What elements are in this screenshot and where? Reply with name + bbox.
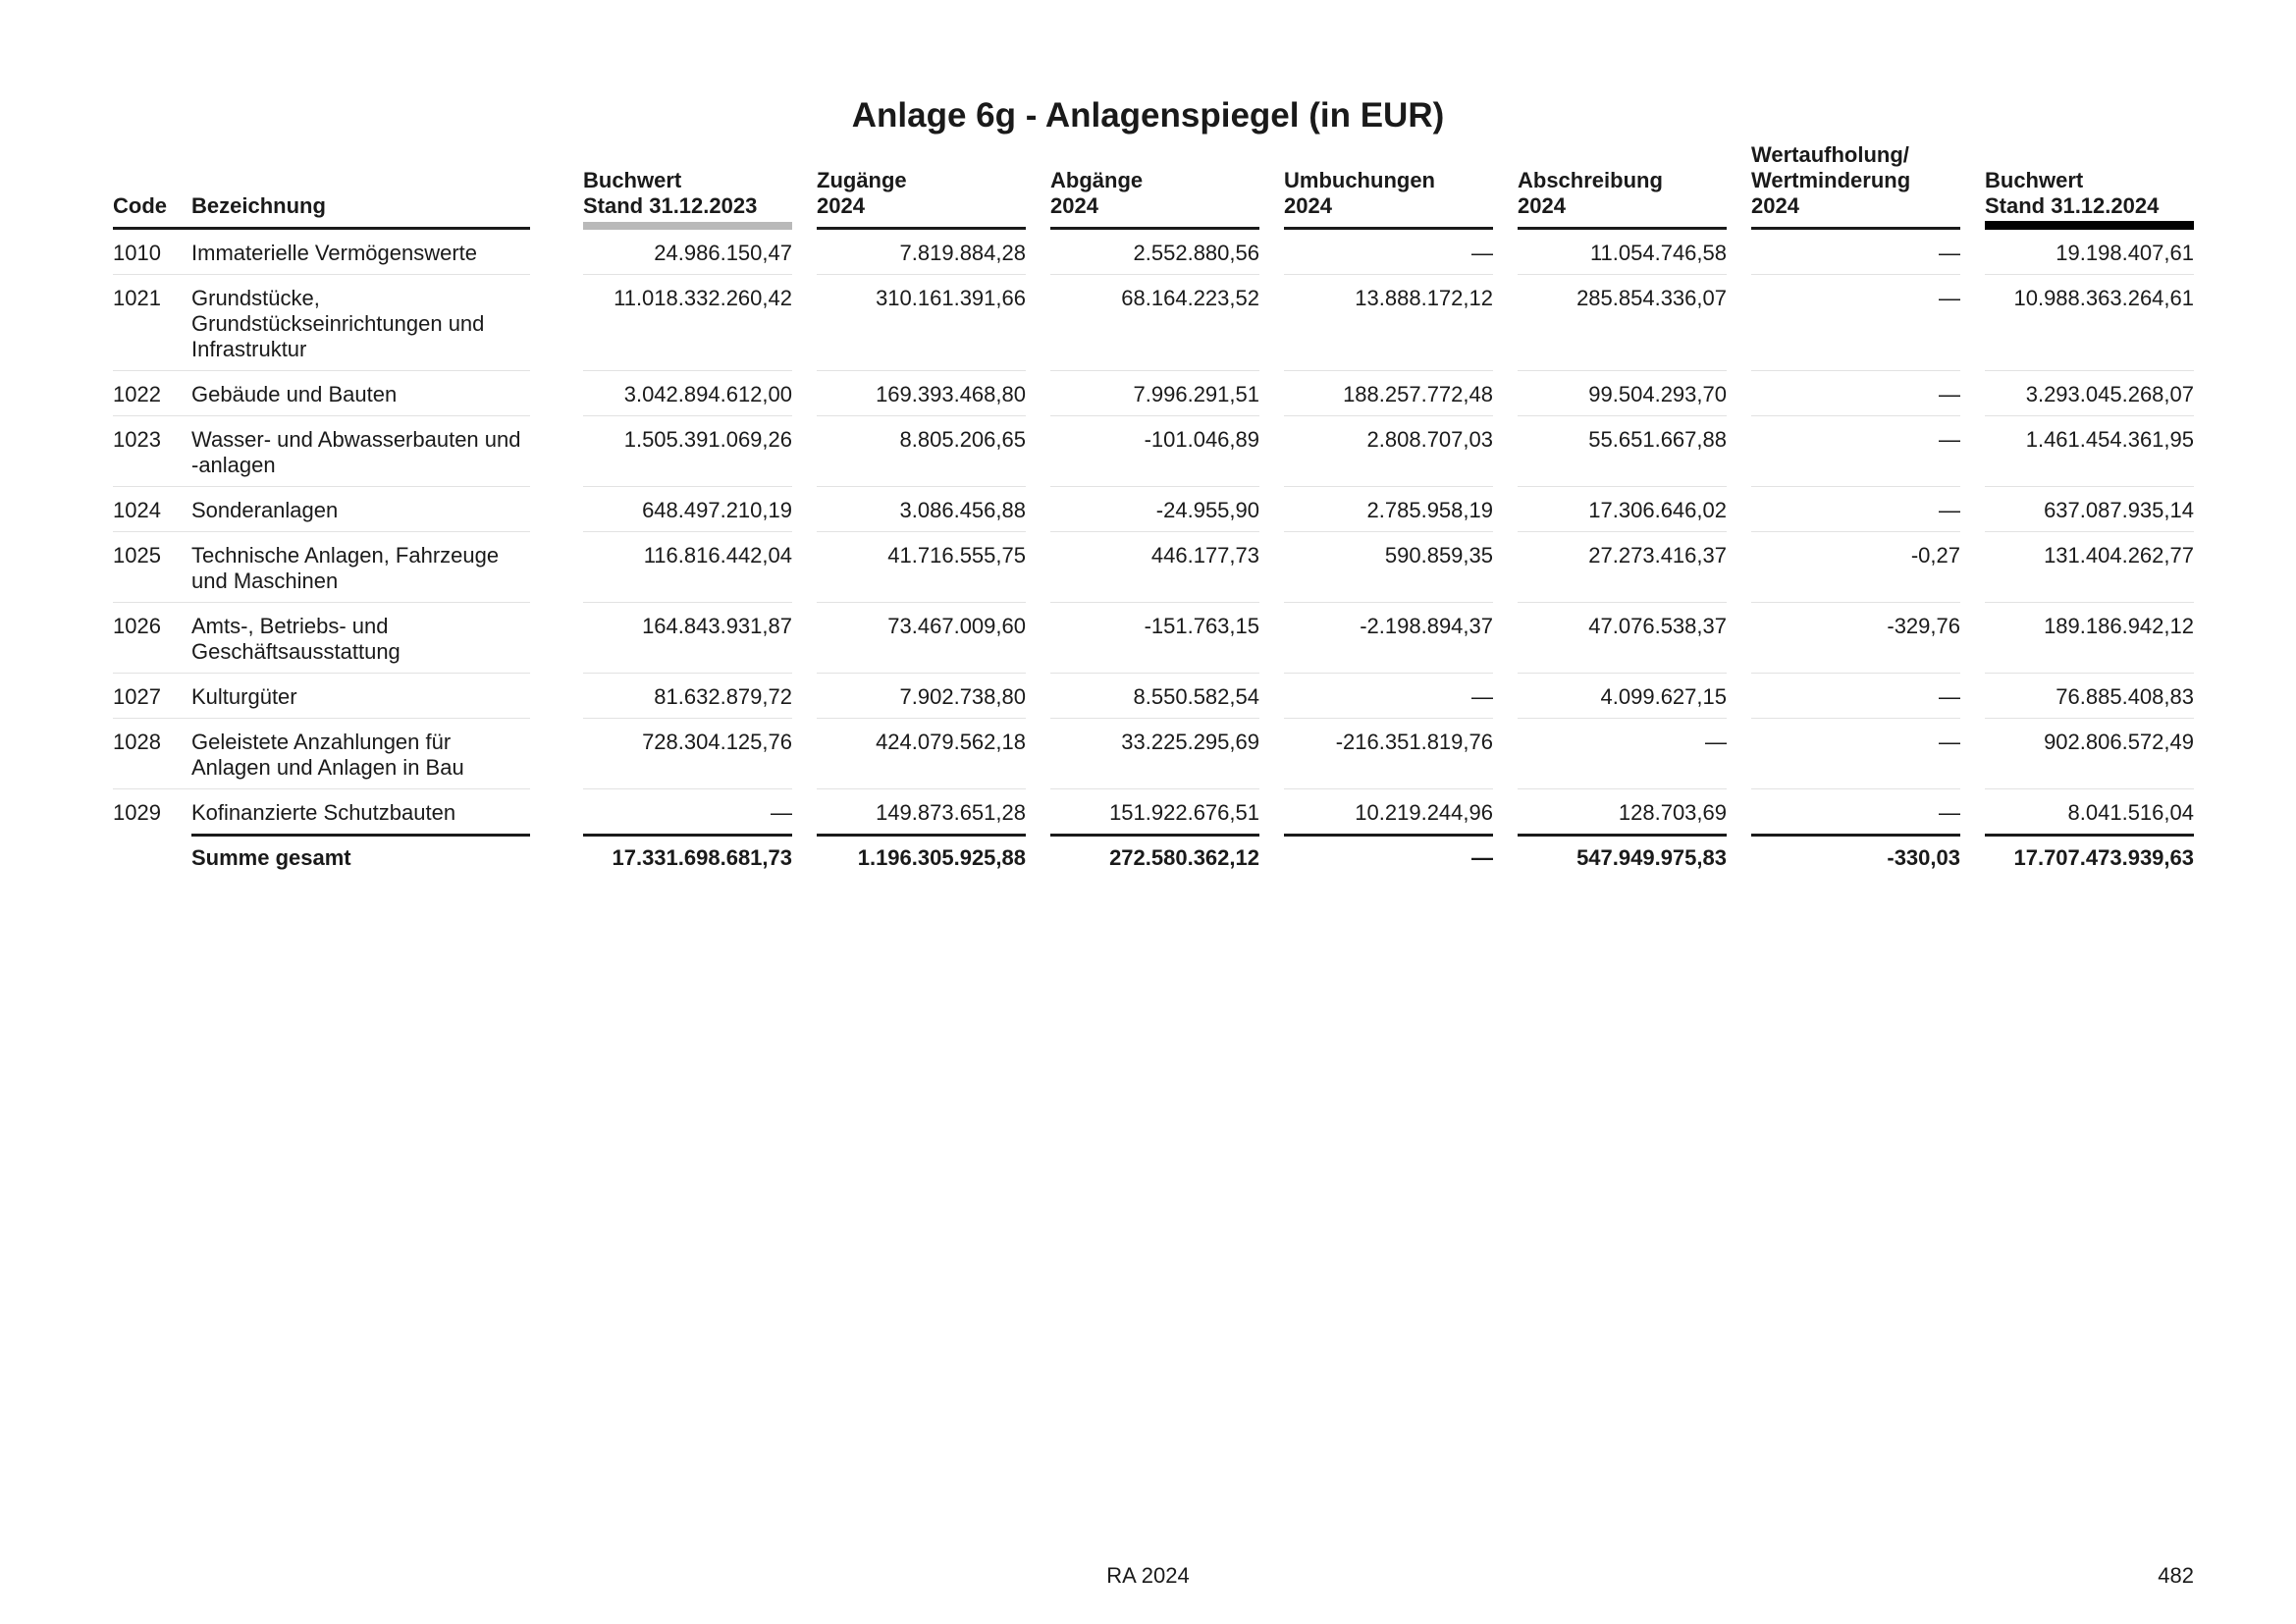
cell-abgaenge: -151.763,15 — [1050, 603, 1259, 674]
column-spacer — [792, 789, 817, 834]
column-spacer — [1493, 532, 1518, 603]
header-spacer — [1259, 142, 1284, 230]
column-spacer — [1493, 603, 1518, 674]
cell-buchwert-2024: 76.885.408,83 — [1985, 674, 2194, 719]
column-spacer — [1026, 789, 1050, 834]
table-row — [113, 719, 2194, 789]
header-spacer — [1960, 142, 1985, 230]
column-spacer — [1259, 532, 1284, 603]
header-spacer — [1026, 142, 1050, 230]
column-spacer — [792, 719, 817, 789]
column-spacer — [1960, 834, 1985, 879]
table-row — [113, 230, 2194, 275]
column-spacer — [1727, 719, 1751, 789]
row-code: 1010 — [113, 230, 191, 275]
cell-zugaenge: 73.467.009,60 — [817, 603, 1026, 674]
cell-wertaufholung: — — [1751, 275, 1960, 371]
cell-zugaenge: 149.873.651,28 — [876, 800, 1026, 825]
row-code: 1024 — [113, 487, 191, 532]
column-spacer — [1727, 603, 1751, 674]
cell-buchwert-2023: 3.042.894.612,00 — [583, 371, 792, 416]
column-spacer — [1960, 674, 1985, 719]
cell-abschreibung: 55.651.667,88 — [1518, 416, 1727, 487]
row-bezeichnung: Sonderanlagen — [191, 487, 530, 532]
cell-buchwert-2023: 1.505.391.069,26 — [583, 416, 792, 487]
cell-zugaenge: 8.805.206,65 — [817, 416, 1026, 487]
cell-buchwert-2023: 164.843.931,87 — [583, 603, 792, 674]
total-umbuchungen: — — [1284, 834, 1493, 879]
column-spacer — [792, 674, 817, 719]
total-row — [113, 834, 2194, 879]
cell-buchwert-2023: 24.986.150,47 — [583, 230, 792, 275]
row-bezeichnung: Grundstücke, Grundstückseinrichtungen und Infrastruktur — [191, 275, 530, 371]
header-spacer — [1493, 142, 1518, 230]
table-row — [113, 416, 2194, 487]
cell-umbuchungen: 2.808.707,03 — [1284, 416, 1493, 487]
header-wertaufholung: Wertaufholung/ Wertminderung 2024 — [1751, 142, 1960, 230]
column-spacer — [1493, 789, 1518, 834]
table-row — [113, 371, 2194, 416]
total-buchwert-2024: 17.707.473.939,63 — [1985, 834, 2194, 879]
column-spacer — [1493, 275, 1518, 371]
column-spacer — [530, 371, 583, 416]
cell-umbuchungen: 10.219.244,96 — [1355, 800, 1493, 825]
row-bezeichnung: Wasser- und Abwasserbauten und -anlagen — [191, 416, 530, 487]
anlagenspiegel-table-container — [113, 142, 2194, 879]
cell-buchwert-2023: 11.018.332.260,42 — [583, 275, 792, 371]
cell-wertaufholung: -329,76 — [1751, 603, 1960, 674]
column-spacer — [1727, 371, 1751, 416]
column-spacer — [1259, 487, 1284, 532]
column-spacer — [1493, 371, 1518, 416]
column-spacer — [1259, 371, 1284, 416]
row-code: 1028 — [113, 719, 191, 789]
total-abschreibung: 547.949.975,83 — [1518, 834, 1727, 879]
cell-wertaufholung: — — [1751, 674, 1960, 719]
cell-zugaenge: 310.161.391,66 — [817, 275, 1026, 371]
row-code: 1029 — [113, 800, 161, 825]
cell-buchwert-2024: 8.041.516,04 — [2067, 800, 2194, 825]
cell-wertaufholung: — — [1751, 230, 1960, 275]
column-spacer — [1493, 487, 1518, 532]
column-spacer — [1960, 603, 1985, 674]
cell-abschreibung: — — [1518, 719, 1727, 789]
cell-wertaufholung: — — [1751, 719, 1960, 789]
cell-wertaufholung: — — [1939, 800, 1960, 825]
column-spacer — [530, 674, 583, 719]
column-spacer — [792, 230, 817, 275]
header-zugaenge: Zugänge 2024 — [817, 142, 1026, 230]
column-spacer — [530, 719, 583, 789]
cell-abgaenge: 151.922.676,51 — [1109, 800, 1259, 825]
cell-wertaufholung: — — [1751, 416, 1960, 487]
column-spacer — [1026, 487, 1050, 532]
column-spacer — [1727, 674, 1751, 719]
row-code: 1023 — [113, 416, 191, 487]
column-spacer — [792, 532, 817, 603]
cell-abschreibung: 285.854.336,07 — [1518, 275, 1727, 371]
row-code: 1025 — [113, 532, 191, 603]
cell-wertaufholung: -0,27 — [1751, 532, 1960, 603]
row-bezeichnung: Geleistete Anzahlungen für Anlagen und Anlagen in Bau — [191, 719, 530, 789]
row-code: 1027 — [113, 674, 191, 719]
column-spacer — [1026, 834, 1050, 879]
column-spacer — [1960, 487, 1985, 532]
column-spacer — [530, 532, 583, 603]
cell-buchwert-2024: 902.806.572,49 — [1985, 719, 2194, 789]
cell-abgaenge: 68.164.223,52 — [1050, 275, 1259, 371]
cell-abschreibung: 17.306.646,02 — [1518, 487, 1727, 532]
total-buchwert-2023: 17.331.698.681,73 — [583, 834, 792, 879]
row-bezeichnung: Amts-, Betriebs- und Geschäftsausstattung — [191, 603, 530, 674]
column-spacer — [792, 371, 817, 416]
cell-zugaenge: 424.079.562,18 — [817, 719, 1026, 789]
header-buchwert-2024: Buchwert Stand 31.12.2024 — [1985, 142, 2194, 230]
column-spacer — [792, 834, 817, 879]
anlagenspiegel-table — [113, 142, 2194, 879]
cell-buchwert-2023: — — [771, 800, 792, 825]
cell-buchwert-2024: 1.461.454.361,95 — [1985, 416, 2194, 487]
column-spacer — [792, 603, 817, 674]
cell-buchwert-2024: 131.404.262,77 — [1985, 532, 2194, 603]
cell-buchwert-2023: 648.497.210,19 — [583, 487, 792, 532]
footer-report-label: RA 2024 — [1106, 1563, 1190, 1588]
column-spacer — [530, 487, 583, 532]
cell-buchwert-2024: 19.198.407,61 — [1985, 230, 2194, 275]
cell-buchwert-2024: 10.988.363.264,61 — [1985, 275, 2194, 371]
column-spacer — [1727, 230, 1751, 275]
column-spacer — [792, 487, 817, 532]
cell-umbuchungen: -2.198.894,37 — [1284, 603, 1493, 674]
header-bezeichnung: Bezeichnung — [191, 142, 530, 230]
header-spacer — [1727, 142, 1751, 230]
column-spacer — [1493, 674, 1518, 719]
column-spacer — [1727, 834, 1751, 879]
column-spacer — [1026, 416, 1050, 487]
cell-abgaenge: 7.996.291,51 — [1050, 371, 1259, 416]
row-code: 1026 — [113, 603, 191, 674]
column-spacer — [1259, 416, 1284, 487]
page-number: 482 — [2158, 1563, 2194, 1588]
cell-umbuchungen: 188.257.772,48 — [1284, 371, 1493, 416]
cell-abgaenge: -24.955,90 — [1050, 487, 1259, 532]
column-spacer — [530, 230, 583, 275]
column-spacer — [1259, 719, 1284, 789]
cell-zugaenge: 7.902.738,80 — [817, 674, 1026, 719]
header-spacer — [792, 142, 817, 230]
table-row — [113, 789, 2194, 834]
column-spacer — [1259, 834, 1284, 879]
column-spacer — [1960, 230, 1985, 275]
cell-abgaenge: -101.046,89 — [1050, 416, 1259, 487]
cell-umbuchungen: -216.351.819,76 — [1284, 719, 1493, 789]
column-spacer — [1026, 275, 1050, 371]
cell-abschreibung: 99.504.293,70 — [1518, 371, 1727, 416]
column-spacer — [792, 275, 817, 371]
total-label: Summe gesamt — [191, 834, 530, 879]
total-wertaufholung: -330,03 — [1751, 834, 1960, 879]
column-spacer — [1727, 487, 1751, 532]
column-spacer — [1026, 230, 1050, 275]
cell-zugaenge: 7.819.884,28 — [817, 230, 1026, 275]
column-spacer — [1493, 719, 1518, 789]
header-abgaenge: Abgänge 2024 — [1050, 142, 1259, 230]
column-spacer — [1960, 275, 1985, 371]
column-spacer — [1960, 371, 1985, 416]
total-zugaenge: 1.196.305.925,88 — [817, 834, 1026, 879]
table-row — [113, 275, 2194, 371]
cell-umbuchungen: — — [1284, 230, 1493, 275]
cell-umbuchungen: 13.888.172,12 — [1284, 275, 1493, 371]
cell-buchwert-2023: 728.304.125,76 — [583, 719, 792, 789]
column-spacer — [1727, 532, 1751, 603]
cell-abschreibung: 47.076.538,37 — [1518, 603, 1727, 674]
column-spacer — [1259, 603, 1284, 674]
column-spacer — [1727, 416, 1751, 487]
cell-buchwert-2023: 81.632.879,72 — [583, 674, 792, 719]
column-spacer — [1026, 532, 1050, 603]
column-spacer — [530, 789, 583, 834]
header-spacer — [530, 142, 583, 230]
cell-abschreibung: 128.703,69 — [1618, 800, 1727, 825]
page-title: Anlage 6g - Anlagenspiegel (in EUR) — [851, 96, 1445, 135]
column-spacer — [1259, 674, 1284, 719]
column-spacer — [1259, 275, 1284, 371]
row-bezeichnung: Kofinanzierte Schutzbauten — [191, 800, 456, 825]
table-row — [113, 603, 2194, 674]
column-spacer — [1493, 834, 1518, 879]
row-code: 1021 — [113, 275, 191, 371]
cell-abschreibung: 11.054.746,58 — [1518, 230, 1727, 275]
cell-abschreibung: 4.099.627,15 — [1518, 674, 1727, 719]
cell-umbuchungen: — — [1284, 674, 1493, 719]
row-bezeichnung: Gebäude und Bauten — [191, 371, 530, 416]
column-spacer — [1493, 416, 1518, 487]
cell-zugaenge: 41.716.555,75 — [817, 532, 1026, 603]
cell-wertaufholung: — — [1751, 487, 1960, 532]
row-code: 1022 — [113, 371, 191, 416]
table-row — [113, 532, 2194, 603]
cell-abgaenge: 8.550.582,54 — [1050, 674, 1259, 719]
cell-zugaenge: 3.086.456,88 — [817, 487, 1026, 532]
cell-buchwert-2024: 189.186.942,12 — [1985, 603, 2194, 674]
header-umbuchungen: Umbuchungen 2024 — [1284, 142, 1493, 230]
column-spacer — [792, 416, 817, 487]
row-bezeichnung: Immaterielle Vermögenswerte — [191, 230, 530, 275]
column-spacer — [1259, 230, 1284, 275]
table-row — [113, 487, 2194, 532]
cell-buchwert-2023: 116.816.442,04 — [583, 532, 792, 603]
total-code-empty — [113, 834, 191, 879]
column-spacer — [1960, 416, 1985, 487]
column-spacer — [530, 834, 583, 879]
column-spacer — [530, 416, 583, 487]
cell-umbuchungen: 2.785.958,19 — [1284, 487, 1493, 532]
row-bezeichnung: Technische Anlagen, Fahrzeuge und Maschinen — [191, 532, 530, 603]
column-spacer — [1960, 532, 1985, 603]
total-abgaenge: 272.580.362,12 — [1050, 834, 1259, 879]
header-buchwert-2023: Buchwert Stand 31.12.2023 — [583, 142, 792, 230]
column-spacer — [1026, 603, 1050, 674]
cell-buchwert-2024: 3.293.045.268,07 — [1985, 371, 2194, 416]
column-spacer — [530, 275, 583, 371]
table-row — [113, 674, 2194, 719]
table-body — [113, 230, 2194, 879]
cell-umbuchungen: 590.859,35 — [1284, 532, 1493, 603]
column-spacer — [1493, 230, 1518, 275]
column-spacer — [1727, 275, 1751, 371]
cell-wertaufholung: — — [1751, 371, 1960, 416]
cell-abgaenge: 33.225.295,69 — [1050, 719, 1259, 789]
header-code: Code — [113, 142, 191, 230]
row-bezeichnung: Kulturgüter — [191, 674, 530, 719]
table-header-row — [113, 142, 2194, 230]
column-spacer — [1026, 371, 1050, 416]
cell-abschreibung: 27.273.416,37 — [1518, 532, 1727, 603]
column-spacer — [1026, 674, 1050, 719]
cell-zugaenge: 169.393.468,80 — [817, 371, 1026, 416]
column-spacer — [1727, 789, 1751, 834]
cell-abgaenge: 446.177,73 — [1050, 532, 1259, 603]
cell-abgaenge: 2.552.880,56 — [1050, 230, 1259, 275]
column-spacer — [1026, 719, 1050, 789]
column-spacer — [1960, 719, 1985, 789]
column-spacer — [530, 603, 583, 674]
cell-buchwert-2024: 637.087.935,14 — [1985, 487, 2194, 532]
header-abschreibung: Abschreibung 2024 — [1518, 142, 1727, 230]
column-spacer — [1960, 789, 1985, 834]
column-spacer — [1259, 789, 1284, 834]
